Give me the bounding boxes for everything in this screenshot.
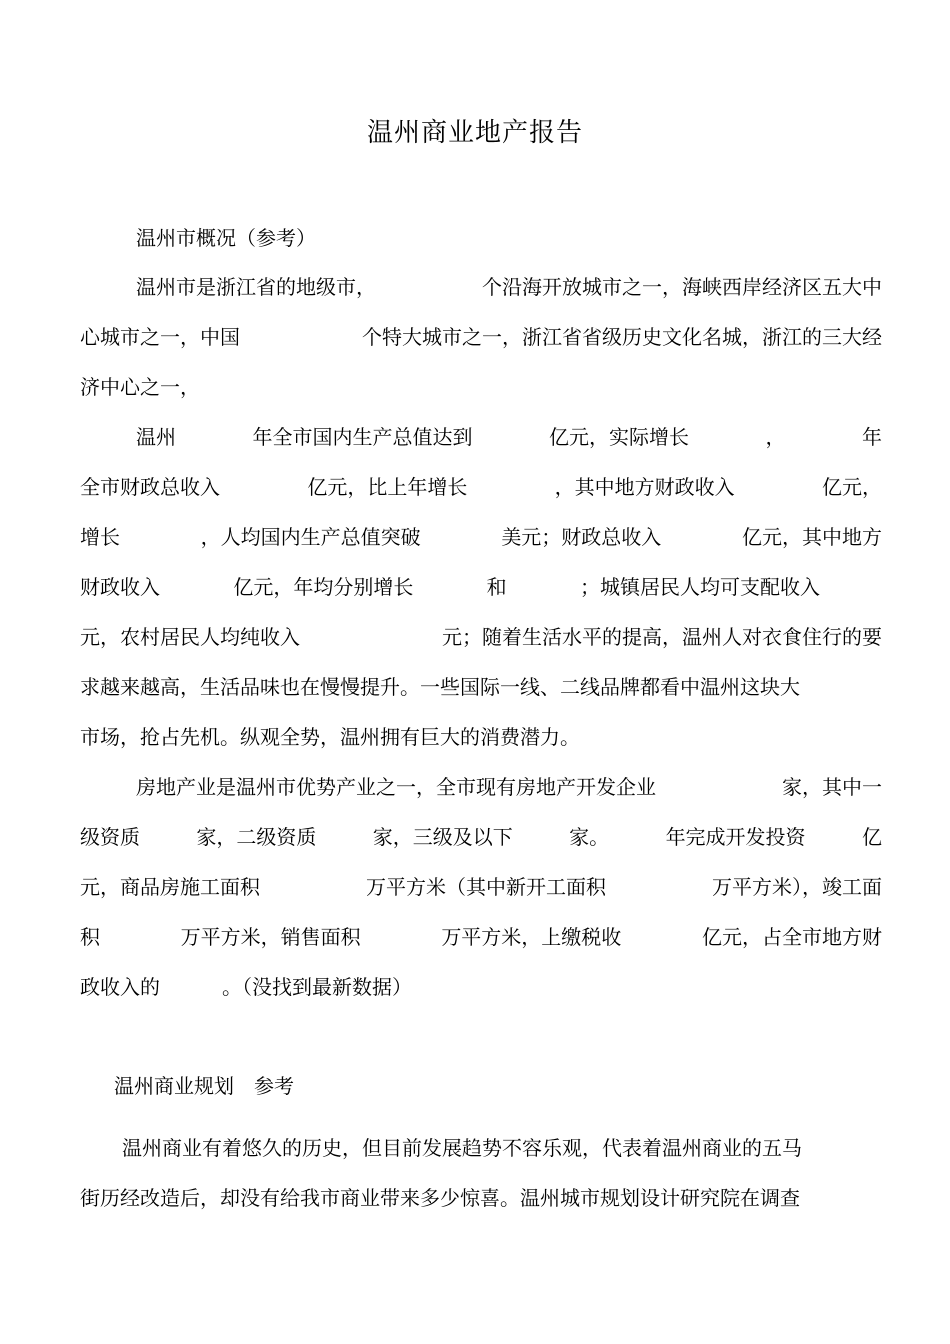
section-heading-overview: 温州市概况（参考）: [136, 226, 316, 250]
text-segment: 心城市之一，中国: [80, 325, 240, 349]
text-line: [122, 1132, 882, 1161]
text-segment: 市场，抢占先机。纵观全势，温州拥有巨大的消费潜力。: [80, 725, 580, 749]
text-line: [80, 621, 882, 650]
text-segment: 家，三级及以下: [372, 825, 513, 849]
text-segment: 财政收入: [80, 575, 160, 599]
text-segment: 亿元，年均分别增长: [233, 575, 414, 599]
text-segment: 和: [486, 575, 507, 599]
text-segment: 温州商业有着悠久的历史，但目前发展趋势不容乐观，代表着温州商业的五马: [122, 1136, 802, 1160]
text-segment: ；城镇居民人均可支配收入: [579, 575, 820, 599]
text-segment: 。（没找到最新数据）: [222, 975, 412, 999]
text-line: [80, 471, 882, 500]
text-line: [136, 271, 882, 300]
section-heading-planning: 温州商业规划 参考: [114, 1074, 294, 1098]
text-segment: 亿: [861, 825, 882, 849]
text-segment: 全市财政总收入: [80, 475, 220, 499]
text-line: [80, 1182, 882, 1211]
text-segment: 亿元，比上年增长: [307, 475, 468, 499]
text-line: [136, 421, 882, 450]
text-segment: 个沿海开放城市之一，海峡西岸经济区五大中: [482, 275, 882, 299]
text-segment: 万平方米，上缴税收: [441, 925, 622, 949]
text-segment: 亿元，: [821, 475, 882, 499]
text-segment: ，其中地方财政收入: [554, 475, 735, 499]
text-segment: 亿元，占全市地方财: [701, 925, 882, 949]
text-segment: 元，农村居民人均纯收入: [80, 625, 300, 649]
text-segment: 年: [862, 425, 882, 449]
text-segment: 家。: [569, 825, 610, 849]
text-segment: 积: [80, 925, 100, 949]
text-segment: 房地产业是温州市优势产业之一，全市现有房地产开发企业: [136, 775, 656, 799]
text-line: [80, 671, 882, 700]
text-line: [80, 321, 882, 350]
text-segment: 年完成开发投资: [665, 825, 806, 849]
text-segment: 级资质: [80, 825, 140, 849]
text-line: [80, 971, 412, 1000]
text-line: [80, 371, 200, 400]
text-segment: 温州: [136, 425, 176, 449]
text-segment: 温州市是浙江省的地级市，: [136, 275, 376, 299]
document-title: 温州商业地产报告: [366, 118, 583, 148]
text-segment: 元；随着生活水平的提高，温州人对衣食住行的要: [442, 625, 882, 649]
text-segment: 求越来越高，生活品味也在慢慢提升。一些国际一线、二线品牌都看中温州这块大: [80, 675, 800, 699]
text-segment: 万平方米（其中新开工面积: [366, 875, 606, 899]
text-segment: 元，商品房施工面积: [80, 875, 260, 899]
text-segment: 济中心之一，: [80, 375, 200, 399]
text-segment: 美元；财政总收入: [501, 525, 662, 549]
text-segment: 增长: [80, 525, 120, 549]
text-line: [136, 771, 882, 800]
text-segment: 个特大城市之一，浙江省省级历史文化名城，浙江的三大经: [362, 325, 882, 349]
text-segment: 家，其中一: [782, 775, 882, 799]
text-segment: 家，二级资质: [196, 825, 317, 849]
text-segment: 万平方米），竣工面: [712, 875, 882, 899]
text-segment: 年全市国内生产总值达到: [252, 425, 473, 449]
text-segment: 亿元，其中地方: [741, 525, 882, 549]
text-segment: ，: [765, 425, 786, 449]
text-line: [80, 821, 882, 850]
text-segment: ，人均国内生产总值突破: [200, 525, 421, 549]
text-line: [80, 871, 882, 900]
text-line: [80, 921, 882, 950]
text-segment: 亿元，实际增长: [549, 425, 689, 449]
text-line: [80, 521, 882, 550]
text-line: [80, 721, 580, 750]
text-segment: 政收入的: [80, 975, 160, 999]
text-segment: 街历经改造后，却没有给我市商业带来多少惊喜。温州城市规划设计研究院在调查: [80, 1186, 800, 1210]
text-segment: 万平方米，销售面积: [180, 925, 361, 949]
text-line: [80, 571, 820, 600]
